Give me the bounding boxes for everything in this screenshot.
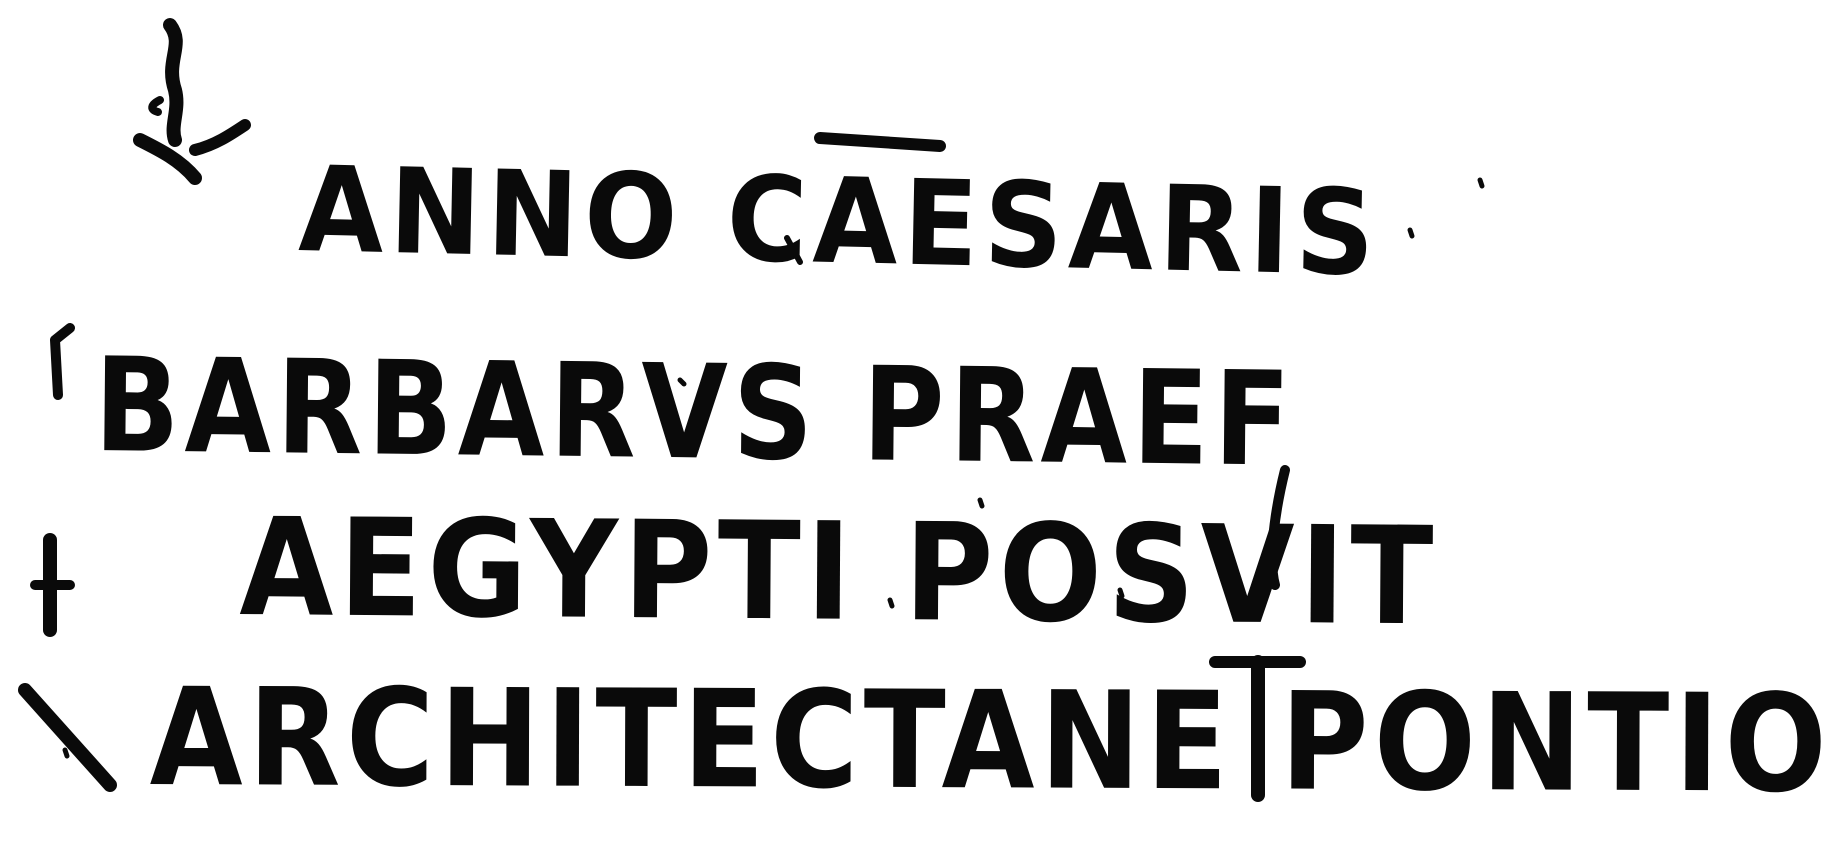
hedera-leaf-icon [140, 25, 245, 178]
fragment-mark [25, 690, 110, 785]
inscription-line-2: BARBARVS PRAEF [93, 329, 1297, 496]
cross-mark-icon [35, 540, 70, 630]
inscription-line-4: ARCHITECTANE PONTIO [149, 659, 1832, 823]
numeral-overline [820, 138, 940, 146]
inscription-line-3: AEGYPTI POSVIT [239, 489, 1440, 656]
inscription-line-1: ANNO CAESARIS [297, 140, 1382, 303]
fragment-mark [55, 328, 70, 395]
